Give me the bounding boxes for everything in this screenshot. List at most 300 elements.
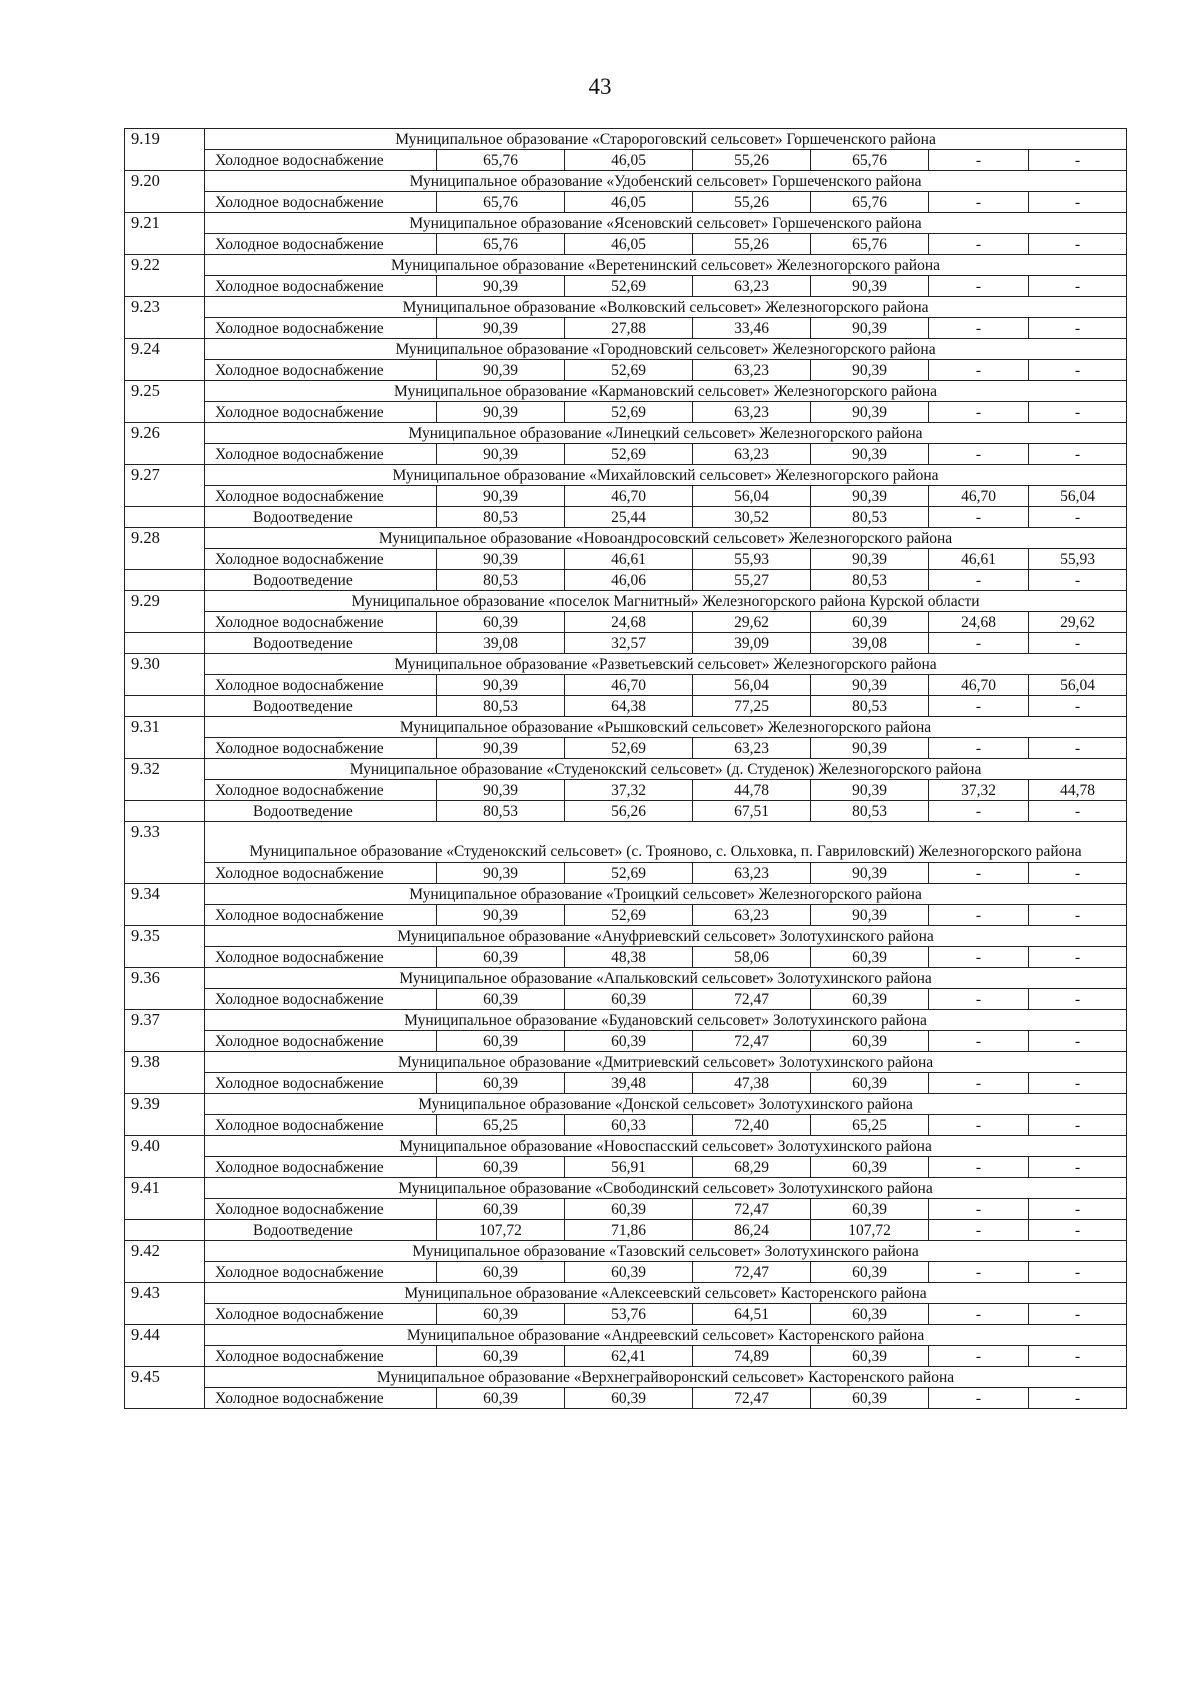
municipality-title: Муниципальное образование «Кармановский сельсовет» Железногорского района xyxy=(205,381,1127,402)
tariff-value-cell: 65,25 xyxy=(811,1115,929,1136)
municipality-title: Муниципальное образование «Дмитриевский сельсовет» Золотухинского района xyxy=(205,1052,1127,1073)
tariff-value-cell: - xyxy=(929,360,1029,381)
table-body xyxy=(125,129,1127,1409)
tariff-value-cell: 90,39 xyxy=(811,549,929,570)
service-row xyxy=(125,1220,1127,1241)
tariff-value-cell: 63,23 xyxy=(693,276,811,297)
service-row xyxy=(125,1388,1127,1409)
tariff-value-cell: 60,39 xyxy=(811,1031,929,1052)
section-header-row xyxy=(125,1136,1127,1157)
tariff-value-cell: 60,39 xyxy=(437,1388,565,1409)
section-header-row xyxy=(125,968,1127,989)
tariff-value-cell: 60,39 xyxy=(437,947,565,968)
tariff-value-cell: 86,24 xyxy=(693,1220,811,1241)
section-number-empty-cell xyxy=(125,905,205,926)
tariff-value-cell: 65,76 xyxy=(437,234,565,255)
service-row xyxy=(125,1262,1127,1283)
section-number: 9.26 xyxy=(125,423,205,444)
tariff-value-cell: 90,39 xyxy=(811,863,929,884)
section-number-empty-cell xyxy=(125,947,205,968)
tariff-value-cell: 90,39 xyxy=(811,402,929,423)
section-number: 9.33 xyxy=(125,822,205,863)
tariff-value-cell: 60,39 xyxy=(811,1304,929,1325)
service-row xyxy=(125,234,1127,255)
municipality-title: Муниципальное образование «Троицкий сельсовет» Железногорского района xyxy=(205,884,1127,905)
service-name: Холодное водоснабжение xyxy=(205,675,437,696)
section-header-row xyxy=(125,129,1127,150)
tariff-value-cell: 90,39 xyxy=(811,444,929,465)
section-number: 9.22 xyxy=(125,255,205,276)
section-number-empty-cell xyxy=(125,780,205,801)
section-number: 9.41 xyxy=(125,1178,205,1199)
service-row xyxy=(125,696,1127,717)
tariff-value-cell: 60,39 xyxy=(811,1388,929,1409)
tariff-value-cell: - xyxy=(929,1031,1029,1052)
tariff-value-cell: 90,39 xyxy=(437,675,565,696)
tariff-value-cell: 65,76 xyxy=(811,150,929,171)
tariff-value-cell: - xyxy=(929,1157,1029,1178)
tariff-value-cell: 46,61 xyxy=(929,549,1029,570)
service-name: Водоотведение xyxy=(205,696,437,717)
section-header-row xyxy=(125,1178,1127,1199)
tariff-value-cell: 72,47 xyxy=(693,1031,811,1052)
tariff-value-cell: 24,68 xyxy=(929,612,1029,633)
service-name: Холодное водоснабжение xyxy=(205,276,437,297)
tariff-value-cell: - xyxy=(1029,570,1127,591)
tariff-value-cell: - xyxy=(929,318,1029,339)
tariff-value-cell: 55,26 xyxy=(693,192,811,213)
tariff-value-cell: - xyxy=(929,1346,1029,1367)
tariff-value-cell: - xyxy=(1029,1031,1127,1052)
tariff-value-cell: 60,39 xyxy=(437,1073,565,1094)
tariff-value-cell: 60,39 xyxy=(811,1157,929,1178)
tariff-value-cell: - xyxy=(1029,1073,1127,1094)
tariff-value-cell: 90,39 xyxy=(437,549,565,570)
tariff-value-cell: 107,72 xyxy=(811,1220,929,1241)
tariff-value-cell: 52,69 xyxy=(565,276,693,297)
section-number-empty-cell xyxy=(125,1115,205,1136)
tariff-value-cell: - xyxy=(929,801,1029,822)
tariff-value-cell: - xyxy=(929,1388,1029,1409)
tariff-value-cell: 52,69 xyxy=(565,402,693,423)
municipality-title: Муниципальное образование «Студенокский сельсовет» (д. Студенок) Железногорского района xyxy=(205,759,1127,780)
tariff-value-cell: 29,62 xyxy=(1029,612,1127,633)
municipality-title: Муниципальное образование «Новоандросовский сельсовет» Железногорского района xyxy=(205,528,1127,549)
service-row xyxy=(125,402,1127,423)
tariff-value-cell: 32,57 xyxy=(565,633,693,654)
tariff-value-cell: 60,39 xyxy=(437,1157,565,1178)
tariff-value-cell: 63,23 xyxy=(693,738,811,759)
tariff-value-cell: 72,47 xyxy=(693,989,811,1010)
service-row xyxy=(125,150,1127,171)
service-name: Холодное водоснабжение xyxy=(205,549,437,570)
tariff-value-cell: - xyxy=(929,633,1029,654)
tariff-value-cell: 90,39 xyxy=(437,780,565,801)
section-header-row xyxy=(125,1283,1127,1304)
tariff-value-cell: 90,39 xyxy=(811,360,929,381)
service-name: Водоотведение xyxy=(205,633,437,654)
tariff-value-cell: 80,53 xyxy=(437,507,565,528)
section-header-row xyxy=(125,926,1127,947)
section-number-empty-cell xyxy=(125,1388,205,1409)
service-row xyxy=(125,276,1127,297)
tariff-value-cell: 107,72 xyxy=(437,1220,565,1241)
municipality-title: Муниципальное образование «Старороговский сельсовет» Горшеченского района xyxy=(205,129,1127,150)
page-number: 43 xyxy=(588,74,612,99)
section-number: 9.44 xyxy=(125,1325,205,1346)
section-number: 9.23 xyxy=(125,297,205,318)
tariff-value-cell: 37,32 xyxy=(929,780,1029,801)
tariff-value-cell: 65,76 xyxy=(811,234,929,255)
service-name: Холодное водоснабжение xyxy=(205,1115,437,1136)
tariff-value-cell: 60,33 xyxy=(565,1115,693,1136)
tariff-value-cell: 72,40 xyxy=(693,1115,811,1136)
service-name: Водоотведение xyxy=(205,570,437,591)
tariff-value-cell: 46,06 xyxy=(565,570,693,591)
tariff-value-cell: 46,70 xyxy=(565,675,693,696)
tariff-value-cell: 74,89 xyxy=(693,1346,811,1367)
section-header-row xyxy=(125,1325,1127,1346)
tariff-value-cell: 56,04 xyxy=(693,486,811,507)
service-name: Водоотведение xyxy=(205,1220,437,1241)
tariff-value-cell: 55,27 xyxy=(693,570,811,591)
municipality-title: Муниципальное образование «Новоспасский сельсовет» Золотухинского района xyxy=(205,1136,1127,1157)
service-row xyxy=(125,947,1127,968)
section-header-row xyxy=(125,1094,1127,1115)
tariff-value-cell: 46,70 xyxy=(929,486,1029,507)
section-number-empty-cell xyxy=(125,234,205,255)
service-name: Холодное водоснабжение xyxy=(205,234,437,255)
tariff-value-cell: - xyxy=(1029,905,1127,926)
tariff-value-cell: 60,39 xyxy=(437,1304,565,1325)
service-name: Холодное водоснабжение xyxy=(205,905,437,926)
service-row xyxy=(125,801,1127,822)
section-number: 9.38 xyxy=(125,1052,205,1073)
section-header-row xyxy=(125,759,1127,780)
service-row xyxy=(125,612,1127,633)
tariff-value-cell: 44,78 xyxy=(1029,780,1127,801)
service-name: Холодное водоснабжение xyxy=(205,360,437,381)
tariff-value-cell: 90,39 xyxy=(437,318,565,339)
municipality-title: Муниципальное образование «Будановский сельсовет» Золотухинского района xyxy=(205,1010,1127,1031)
tariff-value-cell: - xyxy=(1029,696,1127,717)
tariff-value-cell: - xyxy=(1029,1220,1127,1241)
municipality-title: Муниципальное образование «Студенокский сельсовет» (с. Трояново, с. Ольховка, п. Гавриловский) Железногорского района xyxy=(205,822,1127,863)
tariff-value-cell: 53,76 xyxy=(565,1304,693,1325)
service-row xyxy=(125,1157,1127,1178)
section-header-row xyxy=(125,591,1127,612)
section-number-empty-cell xyxy=(125,738,205,759)
tariff-value-cell: - xyxy=(1029,318,1127,339)
tariff-value-cell: - xyxy=(1029,738,1127,759)
tariff-value-cell: 60,39 xyxy=(811,1199,929,1220)
tariff-value-cell: 52,69 xyxy=(565,360,693,381)
municipality-title: Муниципальное образование «Свободинский сельсовет» Золотухинского района xyxy=(205,1178,1127,1199)
service-row xyxy=(125,738,1127,759)
section-number-empty-cell xyxy=(125,1346,205,1367)
tariff-value-cell: 63,23 xyxy=(693,905,811,926)
tariff-value-cell: - xyxy=(1029,989,1127,1010)
tariff-value-cell: 90,39 xyxy=(437,738,565,759)
section-number: 9.21 xyxy=(125,213,205,234)
tariff-value-cell: 60,39 xyxy=(565,1031,693,1052)
tariff-value-cell: 56,04 xyxy=(1029,486,1127,507)
section-number-empty-cell xyxy=(125,192,205,213)
tariff-value-cell: - xyxy=(1029,1262,1127,1283)
tariff-value-cell: 72,47 xyxy=(693,1262,811,1283)
section-number-empty-cell xyxy=(125,507,205,528)
tariff-value-cell: 39,09 xyxy=(693,633,811,654)
tariff-value-cell: 60,39 xyxy=(565,1388,693,1409)
service-row xyxy=(125,1031,1127,1052)
section-number-empty-cell xyxy=(125,570,205,591)
service-name: Холодное водоснабжение xyxy=(205,150,437,171)
tariff-value-cell: 77,25 xyxy=(693,696,811,717)
municipality-title: Муниципальное образование «Верхнеграйворонский сельсовет» Касторенского района xyxy=(205,1367,1127,1388)
tariff-value-cell: 47,38 xyxy=(693,1073,811,1094)
tariff-value-cell: 48,38 xyxy=(565,947,693,968)
tariff-value-cell: 80,53 xyxy=(811,570,929,591)
tariff-value-cell: 60,39 xyxy=(565,1199,693,1220)
municipality-title: Муниципальное образование «Андреевский сельсовет» Касторенского района xyxy=(205,1325,1127,1346)
tariff-value-cell: 90,39 xyxy=(811,486,929,507)
tariff-value-cell: 90,39 xyxy=(811,738,929,759)
municipality-title: Муниципальное образование «Алексеевский сельсовет» Касторенского района xyxy=(205,1283,1127,1304)
tariff-value-cell: 39,48 xyxy=(565,1073,693,1094)
tariff-value-cell: - xyxy=(929,234,1029,255)
tariff-value-cell: 90,39 xyxy=(437,486,565,507)
tariff-value-cell: 90,39 xyxy=(811,675,929,696)
section-header-row xyxy=(125,171,1127,192)
tariff-value-cell: - xyxy=(1029,1157,1127,1178)
municipality-title: Муниципальное образование «Рышковский сельсовет» Железногорского района xyxy=(205,717,1127,738)
tariff-value-cell: 56,91 xyxy=(565,1157,693,1178)
tariff-value-cell: 63,23 xyxy=(693,402,811,423)
tariff-value-cell: 44,78 xyxy=(693,780,811,801)
section-number-empty-cell xyxy=(125,1031,205,1052)
tariff-value-cell: - xyxy=(929,1220,1029,1241)
service-row xyxy=(125,570,1127,591)
section-header-row xyxy=(125,717,1127,738)
section-number-empty-cell xyxy=(125,486,205,507)
tariff-value-cell: 56,04 xyxy=(1029,675,1127,696)
service-row xyxy=(125,1073,1127,1094)
tariff-value-cell: - xyxy=(1029,1388,1127,1409)
section-number: 9.27 xyxy=(125,465,205,486)
tariff-value-cell: 60,39 xyxy=(565,989,693,1010)
service-name: Холодное водоснабжение xyxy=(205,318,437,339)
section-header-row xyxy=(125,1010,1127,1031)
tariff-value-cell: - xyxy=(929,402,1029,423)
tariff-value-cell: 65,25 xyxy=(437,1115,565,1136)
tariff-value-cell: 29,62 xyxy=(693,612,811,633)
tariff-value-cell: 55,93 xyxy=(1029,549,1127,570)
service-name: Холодное водоснабжение xyxy=(205,612,437,633)
tariff-value-cell: - xyxy=(929,1199,1029,1220)
tariff-value-cell: - xyxy=(1029,150,1127,171)
tariff-value-cell: - xyxy=(1029,1115,1127,1136)
tariff-value-cell: 33,46 xyxy=(693,318,811,339)
service-row xyxy=(125,989,1127,1010)
tariff-value-cell: - xyxy=(929,1115,1029,1136)
tariff-value-cell: - xyxy=(1029,863,1127,884)
tariff-value-cell: - xyxy=(929,989,1029,1010)
municipality-title: Муниципальное образование «Линецкий сельсовет» Железногорского района xyxy=(205,423,1127,444)
municipality-title: Муниципальное образование «Веретенинский сельсовет» Железногорского района xyxy=(205,255,1127,276)
service-name: Холодное водоснабжение xyxy=(205,738,437,759)
tariff-value-cell: 60,39 xyxy=(437,1262,565,1283)
tariff-value-cell: 80,53 xyxy=(437,696,565,717)
tariff-table xyxy=(124,128,1127,1409)
tariff-value-cell: 60,39 xyxy=(437,612,565,633)
section-number-empty-cell xyxy=(125,1157,205,1178)
service-name: Холодное водоснабжение xyxy=(205,947,437,968)
service-name: Холодное водоснабжение xyxy=(205,989,437,1010)
section-number-empty-cell xyxy=(125,360,205,381)
tariff-value-cell: 72,47 xyxy=(693,1199,811,1220)
tariff-value-cell: 46,05 xyxy=(565,192,693,213)
section-header-row xyxy=(125,255,1127,276)
section-number-empty-cell xyxy=(125,696,205,717)
municipality-title: Муниципальное образование «Удобенский сельсовет» Горшеченского района xyxy=(205,171,1127,192)
tariff-value-cell: 55,26 xyxy=(693,150,811,171)
tariff-value-cell: 37,32 xyxy=(565,780,693,801)
section-number: 9.39 xyxy=(125,1094,205,1115)
tariff-value-cell: 52,69 xyxy=(565,444,693,465)
tariff-value-cell: 71,86 xyxy=(565,1220,693,1241)
tariff-value-cell: - xyxy=(929,150,1029,171)
section-number: 9.36 xyxy=(125,968,205,989)
tariff-value-cell: 65,76 xyxy=(437,192,565,213)
tariff-value-cell: - xyxy=(1029,402,1127,423)
section-header-row xyxy=(125,213,1127,234)
municipality-title: Муниципальное образование «Донской сельсовет» Золотухинского района xyxy=(205,1094,1127,1115)
tariff-value-cell: 65,76 xyxy=(437,150,565,171)
tariff-value-cell: 63,23 xyxy=(693,360,811,381)
section-number: 9.20 xyxy=(125,171,205,192)
tariff-value-cell: - xyxy=(929,570,1029,591)
section-number-empty-cell xyxy=(125,989,205,1010)
service-row xyxy=(125,192,1127,213)
service-name: Холодное водоснабжение xyxy=(205,1388,437,1409)
section-number: 9.19 xyxy=(125,129,205,150)
tariff-value-cell: 90,39 xyxy=(437,402,565,423)
section-number: 9.32 xyxy=(125,759,205,780)
municipality-title: Муниципальное образование «Ануфриевский сельсовет» Золотухинского района xyxy=(205,926,1127,947)
service-row xyxy=(125,507,1127,528)
tariff-value-cell: 56,26 xyxy=(565,801,693,822)
tariff-value-cell: 56,04 xyxy=(693,675,811,696)
tariff-value-cell: - xyxy=(929,863,1029,884)
tariff-value-cell: 46,70 xyxy=(929,675,1029,696)
tariff-value-cell: 90,39 xyxy=(437,360,565,381)
tariff-value-cell: 55,26 xyxy=(693,234,811,255)
service-name: Холодное водоснабжение xyxy=(205,1199,437,1220)
service-row xyxy=(125,905,1127,926)
service-row xyxy=(125,1346,1127,1367)
section-header-row xyxy=(125,654,1127,675)
municipality-title: Муниципальное образование «Разветьевский сельсовет» Железногорского района xyxy=(205,654,1127,675)
tariff-value-cell: - xyxy=(1029,1304,1127,1325)
tariff-value-cell: 52,69 xyxy=(565,863,693,884)
tariff-value-cell: 62,41 xyxy=(565,1346,693,1367)
section-number: 9.37 xyxy=(125,1010,205,1031)
section-header-row xyxy=(125,297,1127,318)
tariff-value-cell: - xyxy=(1029,360,1127,381)
tariff-value-cell: 68,29 xyxy=(693,1157,811,1178)
tariff-value-cell: - xyxy=(1029,947,1127,968)
tariff-value-cell: - xyxy=(929,507,1029,528)
tariff-value-cell: - xyxy=(929,1304,1029,1325)
section-number-empty-cell xyxy=(125,1262,205,1283)
tariff-value-cell: 60,39 xyxy=(811,989,929,1010)
service-row xyxy=(125,318,1127,339)
tariff-value-cell: 67,51 xyxy=(693,801,811,822)
tariff-value-cell: 52,69 xyxy=(565,738,693,759)
tariff-value-cell: - xyxy=(929,696,1029,717)
tariff-value-cell: 60,39 xyxy=(437,1346,565,1367)
section-number: 9.24 xyxy=(125,339,205,360)
tariff-value-cell: 24,68 xyxy=(565,612,693,633)
municipality-title: Муниципальное образование «поселок Магнитный» Железногорского района Курской области xyxy=(205,591,1127,612)
tariff-value-cell: - xyxy=(1029,234,1127,255)
section-header-row xyxy=(125,339,1127,360)
tariff-value-cell: 52,69 xyxy=(565,905,693,926)
tariff-value-cell: - xyxy=(929,444,1029,465)
service-row xyxy=(125,1115,1127,1136)
service-row xyxy=(125,780,1127,801)
municipality-title: Муниципальное образование «Михайловский сельсовет» Железногорского района xyxy=(205,465,1127,486)
service-name: Холодное водоснабжение xyxy=(205,1031,437,1052)
tariff-value-cell: 46,05 xyxy=(565,234,693,255)
tariff-value-cell: 60,39 xyxy=(811,1262,929,1283)
service-name: Водоотведение xyxy=(205,801,437,822)
tariff-value-cell: - xyxy=(1029,633,1127,654)
section-header-row xyxy=(125,423,1127,444)
tariff-value-cell: 46,05 xyxy=(565,150,693,171)
service-row xyxy=(125,1304,1127,1325)
municipality-title: Муниципальное образование «Ясеновский сельсовет» Горшеченского района xyxy=(205,213,1127,234)
tariff-value-cell: 63,23 xyxy=(693,863,811,884)
service-name: Водоотведение xyxy=(205,507,437,528)
tariff-value-cell: 63,23 xyxy=(693,444,811,465)
section-number-empty-cell xyxy=(125,150,205,171)
section-number-empty-cell xyxy=(125,675,205,696)
service-name: Холодное водоснабжение xyxy=(205,1304,437,1325)
tariff-value-cell: - xyxy=(1029,1346,1127,1367)
section-header-row xyxy=(125,1367,1127,1388)
municipality-title: Муниципальное образование «Тазовский сельсовет» Золотухинского района xyxy=(205,1241,1127,1262)
section-number-empty-cell xyxy=(125,444,205,465)
tariff-value-cell: - xyxy=(1029,276,1127,297)
section-number-empty-cell xyxy=(125,1220,205,1241)
service-row xyxy=(125,675,1127,696)
section-number: 9.30 xyxy=(125,654,205,675)
section-number: 9.29 xyxy=(125,591,205,612)
tariff-value-cell: 46,70 xyxy=(565,486,693,507)
tariff-value-cell: 27,88 xyxy=(565,318,693,339)
service-row xyxy=(125,360,1127,381)
tariff-value-cell: 90,39 xyxy=(437,905,565,926)
section-number-empty-cell xyxy=(125,549,205,570)
section-number-empty-cell xyxy=(125,276,205,297)
service-row xyxy=(125,549,1127,570)
tariff-value-cell: 60,39 xyxy=(437,1199,565,1220)
section-number: 9.43 xyxy=(125,1283,205,1304)
tariff-value-cell: 60,39 xyxy=(565,1262,693,1283)
service-name: Холодное водоснабжение xyxy=(205,863,437,884)
tariff-value-cell: 90,39 xyxy=(437,276,565,297)
